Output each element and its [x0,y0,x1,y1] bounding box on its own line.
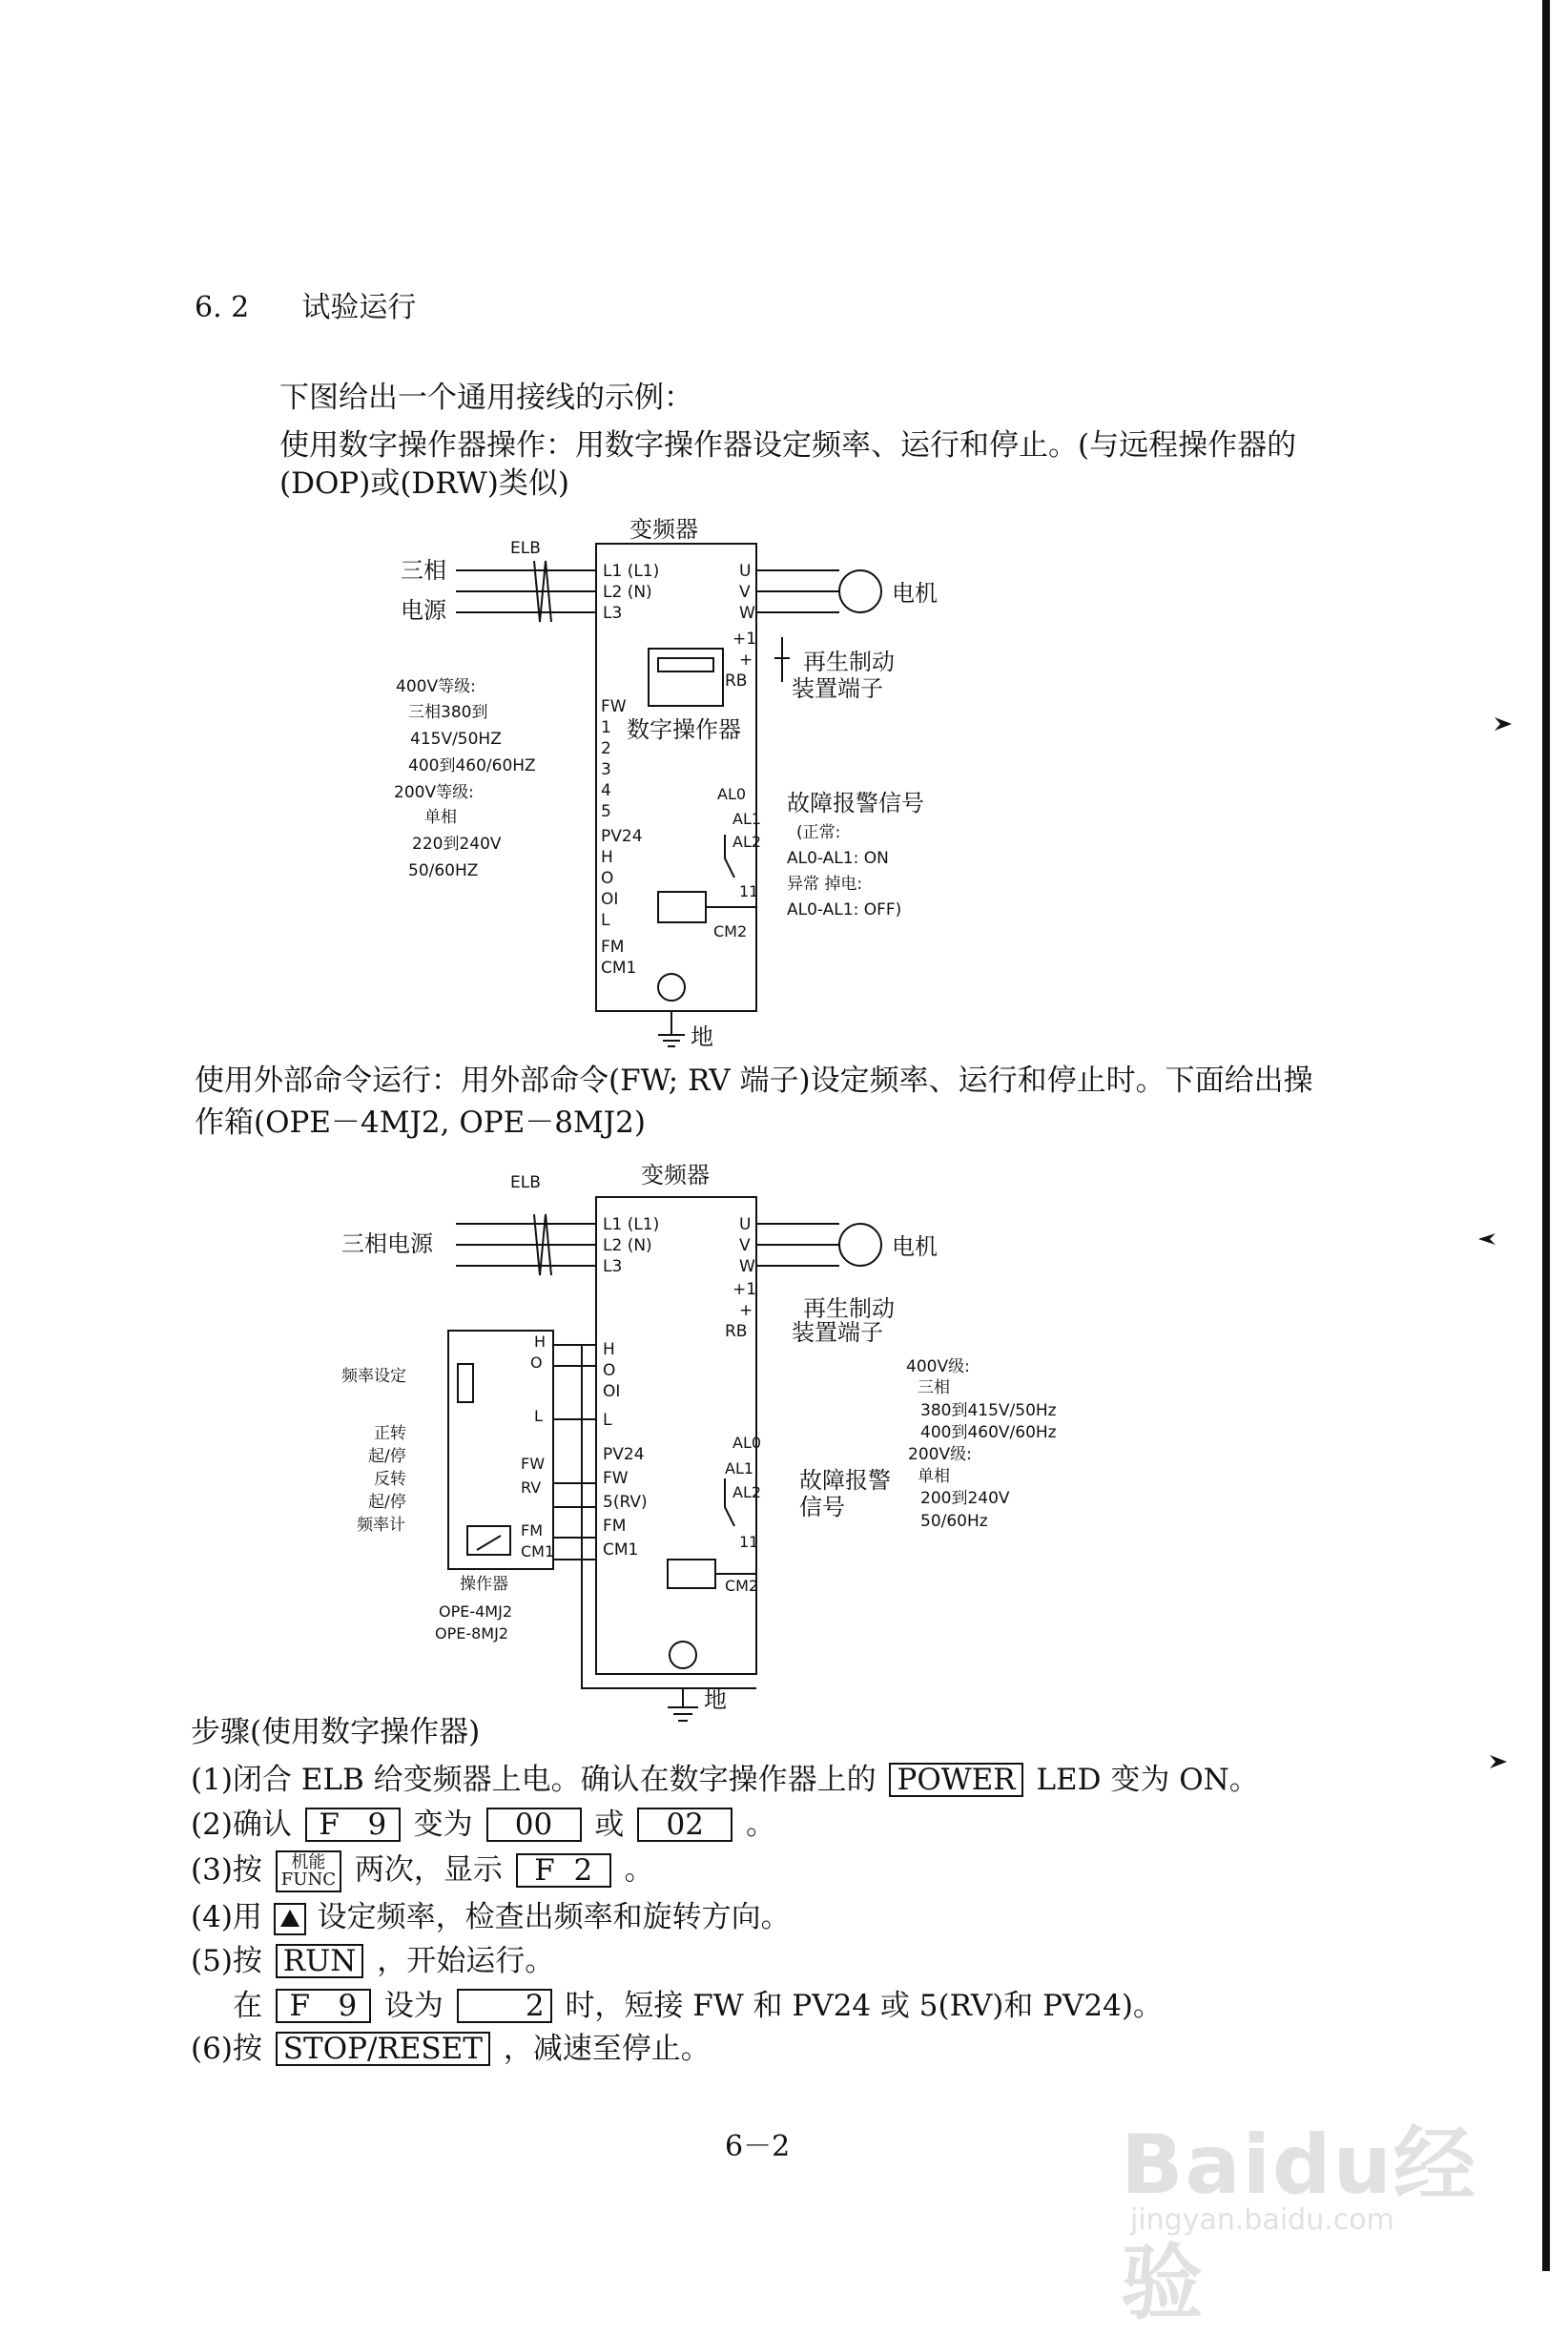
output-term-w: W [739,604,755,623]
alarm-term-al0: AL0 [717,785,747,803]
ctrl-term: 5(RV) [603,1493,648,1512]
watermark-logo [1121,2070,1502,2331]
alarm-term-al2: AL2 [732,833,762,851]
ctrl-term: FW [601,697,627,716]
ground-label-2: 地 [704,1686,727,1713]
supply-label-b: 电源 [401,597,446,624]
volt-note: 380到415V/50Hz [920,1401,1057,1420]
operator-label-2: 操作器 [460,1575,508,1594]
step-1 [191,1761,1259,1799]
output-term-v: V [739,583,751,602]
volt-note: 200V等级: [394,783,474,802]
section-number: 6. 2 [195,291,250,324]
operator-model-2: OPE-8MJ2 [435,1624,509,1643]
step-3-text-c: 。 [624,1852,654,1888]
brake-label-b: 装置端子 [792,675,883,702]
side-label: 频率计 [357,1516,405,1535]
box-term: L [534,1407,543,1425]
func-key-cn: 机能 [291,1852,326,1872]
step-5-note [233,1987,1163,2025]
box-term: FM [521,1521,544,1539]
step-5-text-b: ，开始运行。 [377,1944,555,1978]
ctrl-term: 3 [601,760,611,779]
step-2 [191,1806,775,1844]
side-label: 起/停 [368,1447,406,1466]
mid-text-line-1: 使用外部命令运行：用外部命令(FW; RV 端子)设定频率、运行和停止时。下面给出操 [195,1064,1313,1098]
volt-note: 400到460/60HZ [408,756,536,775]
input-term-l3-2: L3 [603,1257,623,1276]
ground-label-1: 地 [691,1023,713,1050]
alarm-note: 异常 掉电: [787,875,863,894]
brake-label-2b: 装置端子 [792,1319,883,1346]
volt-note: 400V等级: [396,677,476,696]
ctrl-term: FW [603,1469,629,1488]
step-5 [191,1942,554,1980]
up-arrow-key-icon [274,1903,306,1935]
out-term-2-cm2: CM2 [725,1577,759,1595]
value-02-display: 02 [637,1808,732,1842]
alarm-label-2a: 故障报警 [799,1467,891,1494]
ctrl-term: OI [603,1382,621,1401]
func-key-en: FUNC [280,1870,336,1890]
brake-term-2-2: + [739,1301,753,1320]
motor-icon [839,570,881,612]
volt-note: 220到240V [412,835,502,854]
elb-label-2: ELB [510,1173,541,1192]
ctrl-term: O [601,869,614,888]
step-3-text-b: 两次，显示 [354,1852,503,1888]
out-term-2-11: 11 [739,1533,759,1551]
intro-line-3: (DOP)或(DRW)类似) [279,466,569,501]
run-key: RUN [276,1944,364,1978]
volt-note: 400V级: [906,1357,970,1376]
ctrl-term: 4 [601,781,611,800]
step-2-text-c: 或 [594,1808,625,1842]
f9-note-f: F [289,1989,310,2023]
alarm-term-2-al0: AL0 [732,1434,762,1452]
control-terminals-2 [603,1340,648,1560]
stop-reset-key: STOP/RESET [276,2032,490,2066]
ctrl-term: H [601,848,613,867]
diagram2-title: 变频器 [641,1162,710,1188]
brake-label-a: 再生制动 [803,649,895,675]
ctrl-term: FM [601,938,625,957]
supply-label-2: 三相电源 [341,1230,433,1257]
input-term-l1-2: L1 (L1) [603,1215,660,1234]
brake-term-3: RB [725,672,748,691]
side-label: 起/停 [368,1493,406,1512]
volt-note: 50/60Hz [920,1512,988,1531]
volt-note: 三相380到 [408,703,488,722]
ctrl-term: FM [603,1517,627,1536]
ctrl-term: CM1 [601,959,637,978]
step-1-text-b: LED 变为 ON。 [1036,1763,1259,1797]
step-4 [191,1898,791,1936]
ctrl-term: 1 [601,718,611,737]
volt-note: 单相 [424,808,457,827]
alarm-term-2-al2: AL2 [732,1483,762,1501]
f9-display-f: F [319,1808,340,1842]
box-term: RV [521,1478,542,1497]
input-term-l2: L2 (N) [603,583,652,602]
input-term-l3: L3 [603,604,623,623]
mid-text-line-2: 作箱(OPE－4MJ2, OPE－8MJ2) [195,1106,646,1140]
brake-term-2-3: RB [725,1322,748,1341]
step-5-note-b: 设为 [383,1989,444,2023]
alarm-term-2-al1: AL1 [725,1459,754,1477]
step-2-text-a: (2)确认 [191,1808,292,1842]
ctrl-term: O [603,1361,616,1380]
input-term-l2-2: L2 (N) [603,1236,652,1255]
ctrl-term: CM1 [603,1540,639,1560]
step-3 [191,1850,654,1892]
out-term-11: 11 [739,882,759,900]
operator-box-terminals [521,1333,554,1560]
step-3-text-a: (3)按 [191,1852,262,1888]
section-title: 试验运行 [301,291,417,324]
voltage-notes-1 [394,677,536,880]
step-5-note-a: 在 [233,1989,262,2023]
motor-icon-2 [839,1224,881,1266]
f9-display [305,1808,401,1842]
f9-note-9: 9 [338,1989,358,2023]
power-key: POWER [889,1763,1022,1797]
operator-model-1: OPE-4MJ2 [439,1602,513,1621]
volt-note: 415V/50HZ [410,730,502,749]
volt-note: 200到240V [920,1489,1010,1508]
ctrl-term: H [603,1340,615,1359]
alarm-note: 故障报警信号 [787,790,924,816]
intro-line-1: 下图给出一个通用接线的示例： [279,381,693,415]
volt-note: 400到460V/60Hz [920,1423,1057,1442]
brake-term-1: +1 [732,630,757,649]
step-1-text-a: (1)闭合 ELB 给变频器上电。确认在数字操作器上的 [191,1763,877,1797]
alarm-term-al1: AL1 [732,810,762,828]
motor-label-2: 电机 [892,1233,938,1260]
operator-side-labels [341,1367,406,1535]
step-4-text-b: 设定频率，检查出频率和旋转方向。 [317,1900,791,1934]
box-term: H [534,1333,547,1351]
alarm-note: AL0-AL1: ON [787,849,889,868]
f2-display-f: F [534,1852,555,1888]
supply-label-a: 三相 [401,557,446,584]
brake-term-2: + [739,651,753,670]
alarm-note: (正常: [796,823,841,842]
value-2-display: 2 [457,1989,552,2023]
out-term-cm2: CM2 [713,922,748,940]
ctrl-term: 2 [601,739,611,758]
elb-label: ELB [510,539,541,558]
watermark-brand: Baidu经验 [1121,2118,1477,2331]
watermark-url: jingyan.baidu.com [1130,2203,1394,2237]
steps-title: 步骤(使用数字操作器) [191,1715,481,1749]
f2-display [516,1853,611,1888]
alarm-notes-1 [787,790,924,920]
voltage-notes-2 [906,1357,1057,1531]
ctrl-term: L [601,911,610,930]
volt-note: 三相 [918,1378,950,1397]
volt-note: 50/60HZ [408,861,479,880]
func-key [276,1850,341,1892]
intro-line-2: 使用数字操作器操作：用数字操作器设定频率、运行和停止。(与远程操作器的 [279,428,1297,463]
step-6-text-a: (6)按 [191,2032,262,2066]
input-term-l1: L1 (L1) [603,562,660,581]
alarm-label-2b: 信号 [799,1494,845,1520]
box-term: FW [521,1455,546,1473]
value-00-display: 00 [486,1808,582,1842]
ctrl-term: PV24 [603,1445,645,1464]
ctrl-term: L [603,1411,612,1430]
f9-display-9: 9 [367,1808,387,1842]
f9-display-note [276,1989,371,2023]
side-label: 反转 [374,1470,406,1489]
diagram1-title: 变频器 [629,516,698,543]
ctrl-term: OI [601,890,619,909]
ctrl-term: PV24 [601,827,643,846]
brake-label-2a: 再生制动 [803,1295,895,1322]
box-term: O [530,1353,543,1372]
step-2-text-b: 变为 [413,1808,473,1842]
step-6 [191,2030,711,2068]
volt-note: 单相 [918,1467,950,1486]
f2-display-2: 2 [573,1852,593,1888]
operator-label: 数字操作器 [627,716,741,743]
ctrl-term: 5 [601,802,611,821]
output-term-w-2: W [739,1257,755,1276]
page-number: 6－2 [725,2130,791,2163]
side-label: 频率设定 [341,1367,406,1386]
step-4-text-a: (4)用 [191,1900,262,1934]
brake-term-2-1: +1 [732,1280,757,1299]
box-term: CM1 [521,1542,555,1560]
volt-note: 200V级: [908,1445,972,1464]
motor-label: 电机 [892,580,938,607]
side-label: 正转 [374,1424,406,1443]
output-term-u: U [739,562,752,581]
step-5-note-c: 时，短接 FW 和 PV24 或 5(RV)和 PV24)。 [565,1989,1163,2023]
step-5-text-a: (5)按 [191,1944,262,1978]
output-term-u-2: U [739,1215,752,1234]
step-2-text-d: 。 [746,1808,776,1842]
output-term-v-2: V [739,1236,751,1255]
alarm-note: AL0-AL1: OFF) [787,900,902,920]
step-6-text-b: ，减速至停止。 [503,2032,711,2066]
